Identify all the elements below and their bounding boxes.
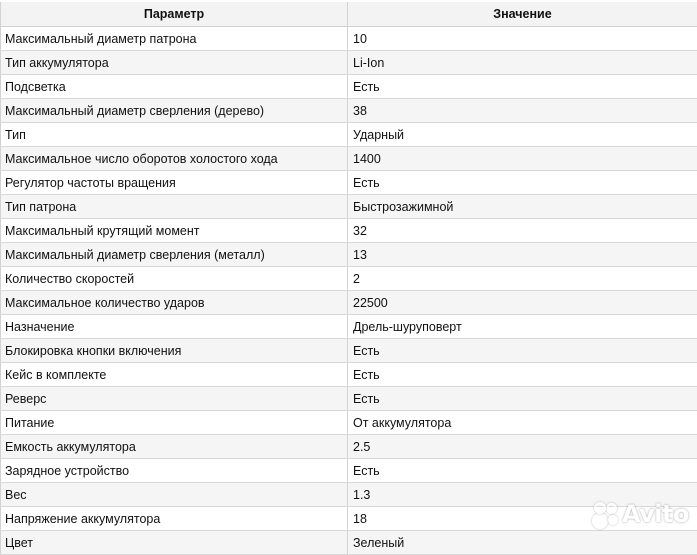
parameter-cell: Количество скоростей bbox=[1, 267, 348, 291]
parameter-cell: Назначение bbox=[1, 315, 348, 339]
value-cell: Зеленый bbox=[348, 531, 697, 555]
table-row bbox=[1, 243, 697, 267]
table-row bbox=[1, 27, 697, 51]
parameter-cell: Тип патрона bbox=[1, 195, 348, 219]
table-row bbox=[1, 267, 697, 291]
table-row bbox=[1, 219, 697, 243]
parameter-cell: Максимальный диаметр сверления (дерево) bbox=[1, 99, 348, 123]
parameter-cell: Максимальное количество ударов bbox=[1, 291, 348, 315]
value-cell: Есть bbox=[348, 171, 697, 195]
table-row bbox=[1, 99, 697, 123]
table-row bbox=[1, 147, 697, 171]
table-row bbox=[1, 171, 697, 195]
value-cell: 32 bbox=[348, 219, 697, 243]
value-cell: 38 bbox=[348, 99, 697, 123]
spec-table-body bbox=[1, 27, 697, 555]
parameter-cell: Максимальный крутящий момент bbox=[1, 219, 348, 243]
table-row bbox=[1, 459, 697, 483]
parameter-cell: Питание bbox=[1, 411, 348, 435]
value-cell: 1.3 bbox=[348, 483, 697, 507]
value-cell: Есть bbox=[348, 339, 697, 363]
parameter-cell: Регулятор частоты вращения bbox=[1, 171, 348, 195]
table-row bbox=[1, 195, 697, 219]
value-cell: Есть bbox=[348, 363, 697, 387]
value-cell: 10 bbox=[348, 27, 697, 51]
parameter-cell: Емкость аккумулятора bbox=[1, 435, 348, 459]
value-cell: Быстрозажимной bbox=[348, 195, 697, 219]
value-cell: Дрель-шуруповерт bbox=[348, 315, 697, 339]
value-cell: Ударный bbox=[348, 123, 697, 147]
parameter-cell: Напряжение аккумулятора bbox=[1, 507, 348, 531]
parameter-cell: Максимальное число оборотов холостого хода bbox=[1, 147, 348, 171]
table-row bbox=[1, 51, 697, 75]
parameter-cell: Блокировка кнопки включения bbox=[1, 339, 348, 363]
table-row bbox=[1, 291, 697, 315]
parameter-cell: Кейс в комплекте bbox=[1, 363, 348, 387]
parameter-cell: Зарядное устройство bbox=[1, 459, 348, 483]
table-row bbox=[1, 363, 697, 387]
value-cell: 2 bbox=[348, 267, 697, 291]
parameter-cell: Максимальный диаметр патрона bbox=[1, 27, 348, 51]
parameter-cell: Цвет bbox=[1, 531, 348, 555]
parameter-cell: Подсветка bbox=[1, 75, 348, 99]
table-row bbox=[1, 507, 697, 531]
value-cell: Есть bbox=[348, 459, 697, 483]
table-row bbox=[1, 411, 697, 435]
value-cell: 22500 bbox=[348, 291, 697, 315]
table-row bbox=[1, 339, 697, 363]
header-row bbox=[1, 2, 697, 27]
table-row bbox=[1, 531, 697, 555]
avito-watermark-text: Avito bbox=[622, 500, 689, 528]
table-row bbox=[1, 387, 697, 411]
table-row bbox=[1, 123, 697, 147]
table-row bbox=[1, 435, 697, 459]
value-cell: Li-Ion bbox=[348, 51, 697, 75]
parameter-cell: Тип bbox=[1, 123, 348, 147]
value-cell: Есть bbox=[348, 387, 697, 411]
value-cell: От аккумулятора bbox=[348, 411, 697, 435]
spec-table-head bbox=[1, 2, 697, 27]
value-cell: 1400 bbox=[348, 147, 697, 171]
table-row bbox=[1, 315, 697, 339]
table-row bbox=[1, 483, 697, 507]
header-parameter: Параметр bbox=[1, 2, 348, 27]
spec-table bbox=[0, 2, 697, 555]
parameter-cell: Максимальный диаметр сверления (металл) bbox=[1, 243, 348, 267]
parameter-cell: Реверс bbox=[1, 387, 348, 411]
header-value: Значение bbox=[348, 2, 697, 27]
parameter-cell: Вес bbox=[1, 483, 348, 507]
parameter-cell: Тип аккумулятора bbox=[1, 51, 348, 75]
value-cell: Есть bbox=[348, 75, 697, 99]
value-cell: 2.5 bbox=[348, 435, 697, 459]
value-cell: 18 bbox=[348, 507, 697, 531]
value-cell: 13 bbox=[348, 243, 697, 267]
table-row bbox=[1, 75, 697, 99]
